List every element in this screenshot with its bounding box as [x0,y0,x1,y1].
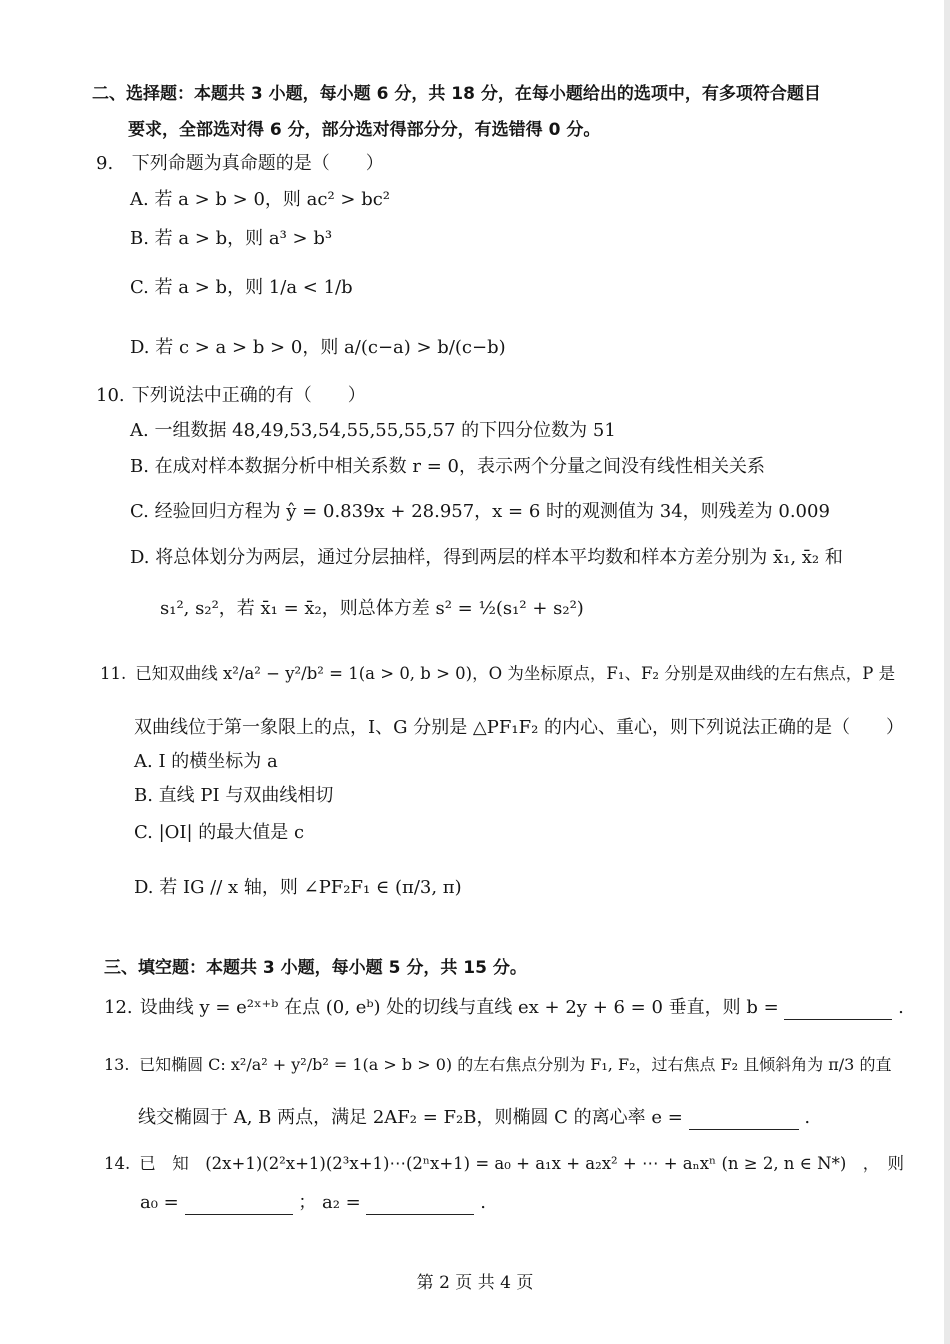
section2-header-line1: 二、选择题：本题共 3 小题，每小题 6 分，共 18 分，在每小题给出的选项中，有多项符合题目 [92,84,821,104]
q9-option-a: A. 若 a > b > 0，则 ac² > bc² [130,189,391,210]
q10-option-b: B. 在成对样本数据分析中相关系数 r = 0，表示两个分量之间没有线性相关关系 [130,456,765,477]
q13-line2: 线交椭圆于 A, B 两点，满足 2AF₂ = F₂B，则椭圆 C 的离心率 e = [138,1107,683,1128]
page-footer: 第 2 页 共 4 页 [416,1273,534,1293]
q9-option-d: D. 若 c > a > b > 0，则 a/(c−a) > b/(c−b) [130,337,506,358]
q10-option-d-line2: s₁², s₂²，若 x̄₁ = x̄₂，则总体方差 s² = ½(s₁² + s₂²) [160,598,584,619]
q10-option-c: C. 经验回归方程为 ŷ = 0.839x + 28.957，x = 6 时的观测值为 34，则残差为 0.009 [130,501,830,522]
section3-header: 三、填空题：本题共 3 小题，每小题 5 分，共 15 分。 [104,958,527,978]
q14-row1 [104,1152,904,1176]
q12-row [104,996,904,1020]
q11-option-a: A. I 的横坐标为 a [134,751,278,772]
q10-stem-row [96,384,366,408]
q14-a0-label: a₀ = [140,1192,179,1213]
q11-number: 11. [100,664,127,683]
q14-separator: ； [298,1192,317,1213]
q14-a2-blank[interactable] [366,1196,474,1215]
q11-option-b: B. 直线 PI 与双曲线相切 [134,785,334,806]
scan-edge-shadow [944,0,950,1344]
q14-line1: 已 知 (2x+1)(2²x+1)(2³x+1)⋯(2ⁿx+1) = a₀ + a₁x + a₂x² + ⋯ + aₙxⁿ (n ≥ 2, n ∈ N*) ， 则 [139,1154,905,1173]
q13-answer-blank[interactable] [689,1111,799,1130]
q11-stem-line2: 双曲线位于第一象限上的点，I、G 分别是 △PF₁F₂ 的内心、重心，则下列说法正确的是（ ） [134,717,905,738]
q9-stem-row [96,152,384,176]
q9-option-b: B. 若 a > b，则 a³ > b³ [130,228,333,249]
q9-option-c: C. 若 a > b，则 1/a < 1/b [130,277,353,298]
q9-stem: 下列命题为真命题的是（ ） [131,153,384,174]
q11-option-d: D. 若 IG // x 轴，则 ∠PF₂F₁ ∈ (π/3, π) [134,877,462,898]
q10-number: 10. [96,385,125,406]
q14-row2 [140,1191,486,1215]
q12-number: 12. [104,997,133,1018]
q13-row1 [104,1053,891,1077]
section2-header-line2: 要求，全部选对得 6 分，部分选对得部分分，有选错得 0 分。 [128,120,601,140]
q13-end: . [804,1107,811,1128]
q14-a2-label: a₂ = [321,1192,361,1213]
q10-stem: 下列说法中正确的有（ ） [131,385,366,406]
q10-option-a: A. 一组数据 48,49,53,54,55,55,55,57 的下四分位数为 51 [130,420,616,441]
q13-line1: 已知椭圆 C: x²/a² + y²/b² = 1(a > b > 0) 的左右焦点分别为 F₁, F₂，过右焦点 F₂ 且倾斜角为 π/3 的直 [139,1055,892,1074]
q10-option-d-line1: D. 将总体划分为两层，通过分层抽样，得到两层的样本平均数和样本方差分别为 x̄₁, x̄₂ 和 [130,547,843,568]
q13-number: 13. [104,1055,130,1074]
q14-number: 14. [104,1154,131,1173]
q12-end: . [898,997,904,1018]
q14-end: . [480,1192,486,1213]
q14-a0-blank[interactable] [185,1196,293,1215]
q13-row2 [138,1106,810,1130]
q11-option-c: C. |OI| 的最大值是 c [134,822,305,843]
q12-answer-blank[interactable] [784,1001,892,1020]
q11-stem-line1: 已知双曲线 x²/a² − y²/b² = 1(a > 0, b > 0)，O 为坐标原点，F₁、F₂ 分别是双曲线的左右焦点，P 是 [135,664,896,683]
q9-number: 9. [96,153,114,174]
q11-stem-row1 [100,662,895,686]
q12-text: 设曲线 y = e²ˣ⁺ᵇ 在点 (0, eᵇ) 处的切线与直线 ex + 2y + 6 = 0 垂直，则 b = [139,997,779,1018]
